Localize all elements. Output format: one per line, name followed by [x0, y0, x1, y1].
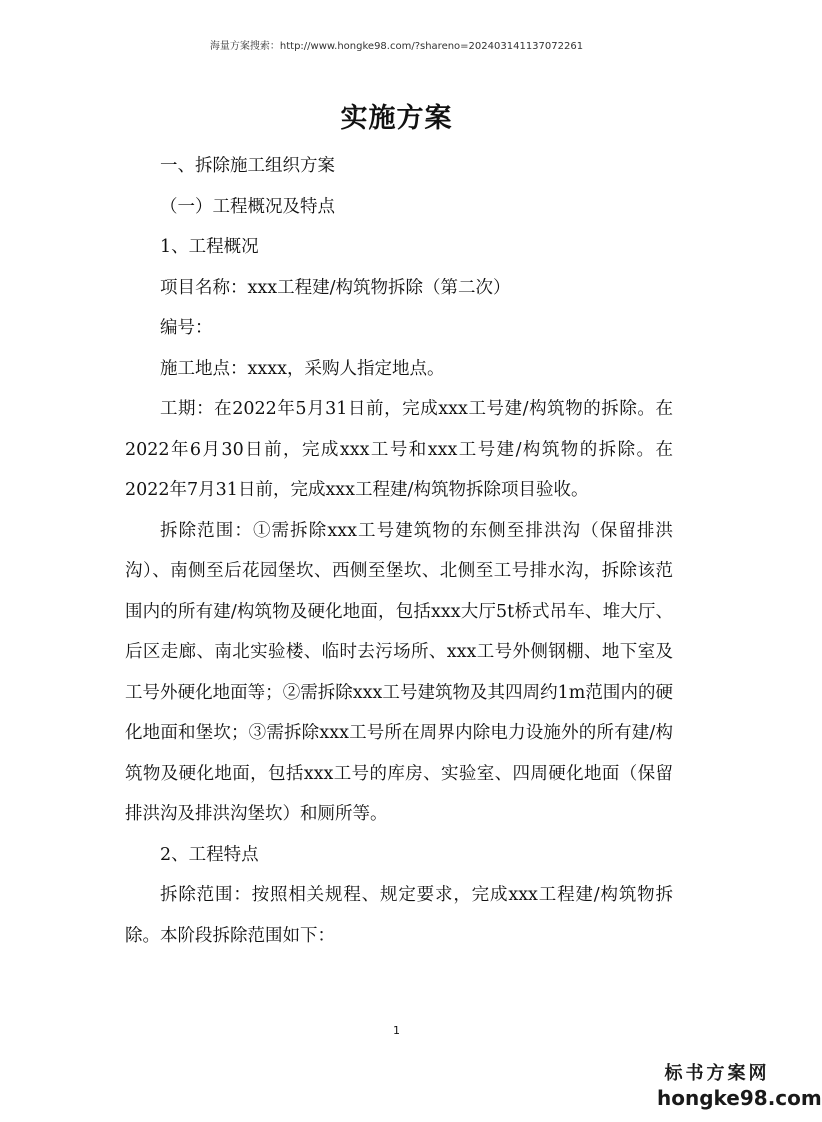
heading-item-2: 2、工程特点 — [160, 844, 259, 865]
page-number: 1 — [393, 1024, 400, 1037]
paragraph-scope-features: 拆除范围：按照相关规程、规定要求，完成xxx工程建/构筑物拆除。本阶段拆除范围如下： — [125, 885, 673, 946]
site-watermark-logo — [657, 1059, 822, 1110]
paragraph-scope: 拆除范围：①需拆除xxx工号建筑物的东侧至排洪沟（保留排洪沟）、南侧至后花园堡坎、西侧至堡坎、北侧至工号排水沟，拆除该范围内的所有建/构筑物及硬化地面，包括xxx大厅5t桥式吊车、堆大厅、后区走廊、南北实验楼、临时去污场所、xxx工号外侧钢棚、地下室及工号外硬化地面等；②需拆除xxx工号建筑物及其四周约1m范围内的硬化地面和堡坎；③需拆除xxx工号所在周界内除电力设施外的所有建/构筑物及硬化地面，包括xxx工号的库房、实验室、四周硬化地面（保留排洪沟及排洪沟堡坎）和厕所等。 — [125, 520, 673, 824]
heading-item-1: 1、工程概况 — [160, 237, 259, 257]
paragraph-project-name: 项目名称：xxx工程建/构筑物拆除（第二次） — [160, 277, 511, 298]
watermark-en-text: hongke98.com — [657, 1086, 822, 1110]
document-body — [125, 146, 673, 956]
heading-section-1: 一、拆除施工组织方案 — [160, 156, 335, 176]
paragraph-schedule: 工期：在2022年5月31日前，完成xxx工号建/构筑物的拆除。在2022年6月30日前，完成xxx工号和xxx工号建/构筑物的拆除。在2022年7月31日前，完成xxx工程建/构筑物拆除项目验收。 — [125, 399, 673, 500]
paragraph-location: 施工地点：xxxx，采购人指定地点。 — [160, 358, 445, 379]
page-header-url[interactable]: 海量方案搜索：http://www.hongke98.com/?shareno=20240314113707226​1 — [209, 41, 584, 52]
paragraph-number: 编号： — [160, 318, 213, 338]
watermark-cn-text: 标书方案网 — [664, 1063, 770, 1084]
document-title: 实施方案 — [340, 103, 453, 134]
heading-subsection-1: （一）工程概况及特点 — [160, 196, 335, 217]
